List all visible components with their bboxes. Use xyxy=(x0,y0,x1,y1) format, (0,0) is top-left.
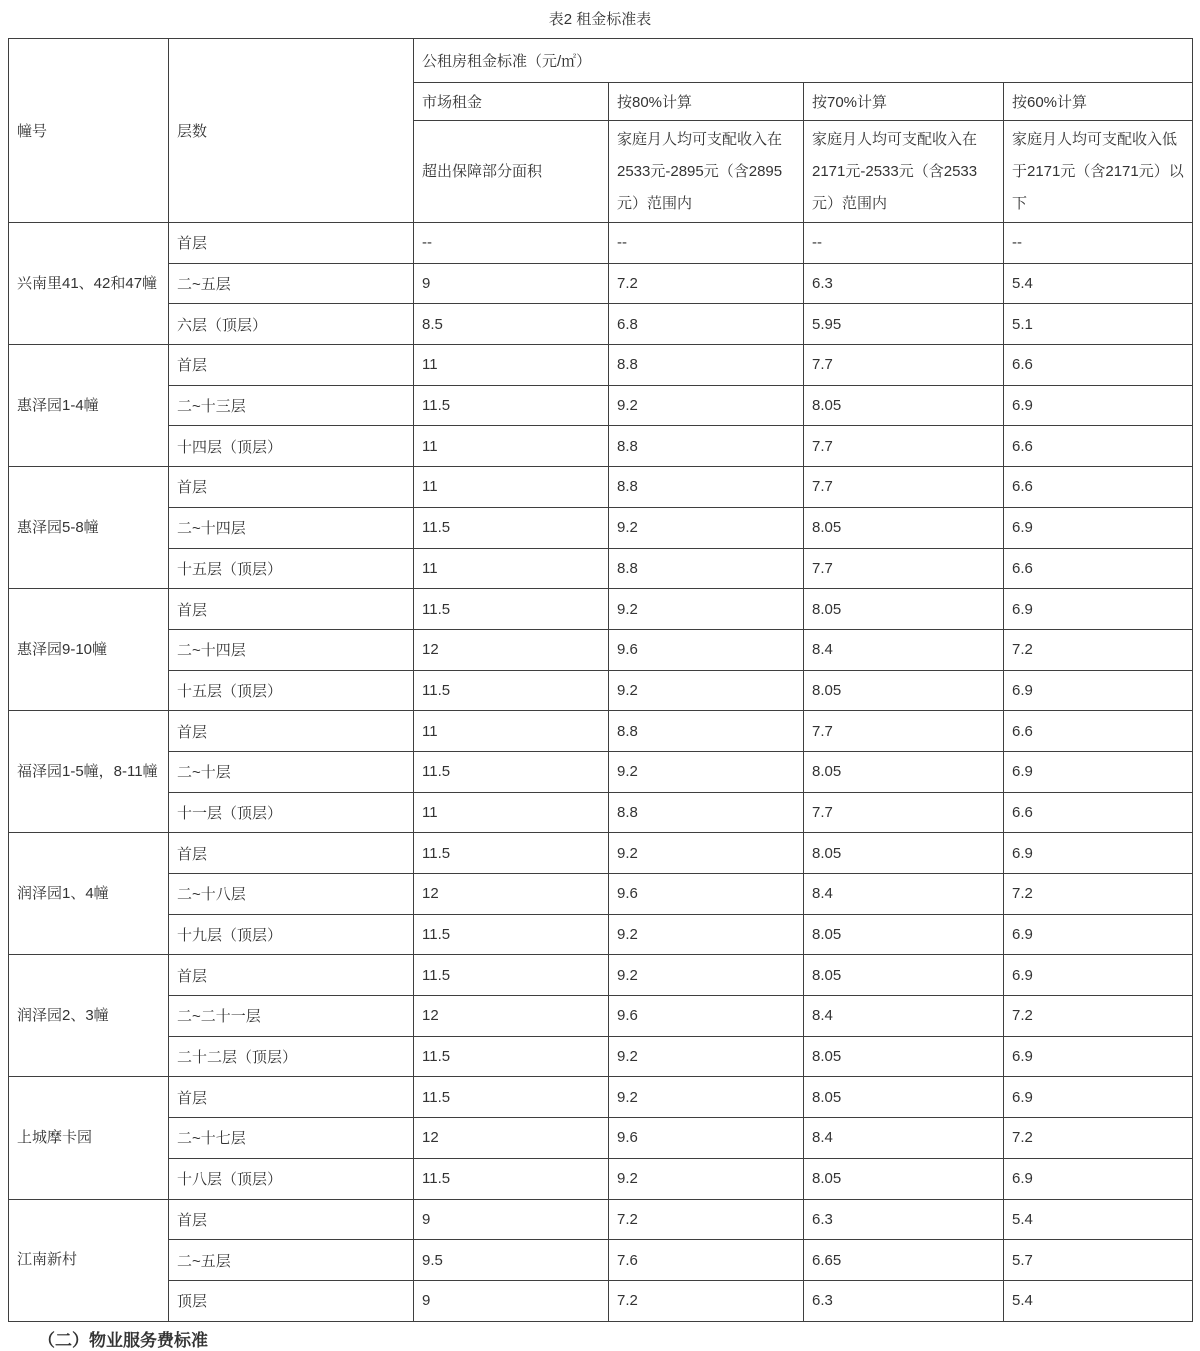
header-group-title: 公租房租金标准（元/㎡） xyxy=(414,39,1193,83)
header-row-group xyxy=(9,39,1193,83)
rent-value-cell: 7.2 xyxy=(609,1280,804,1321)
rent-value-cell: 8.8 xyxy=(609,426,804,467)
table-row xyxy=(9,711,1193,752)
rent-value-cell: 12 xyxy=(414,629,609,670)
table-row xyxy=(9,223,1193,264)
table-row xyxy=(9,874,1193,915)
rent-value-cell: 11 xyxy=(414,792,609,833)
rent-value-cell: 8.4 xyxy=(804,874,1004,915)
rent-value-cell: 11.5 xyxy=(414,955,609,996)
rent-value-cell: 8.05 xyxy=(804,955,1004,996)
rent-value-cell: 11 xyxy=(414,426,609,467)
rent-value-cell: 6.9 xyxy=(1004,833,1193,874)
rent-value-cell: 9.2 xyxy=(609,385,804,426)
rent-value-cell: 6.6 xyxy=(1004,345,1193,386)
rent-value-cell: 5.7 xyxy=(1004,1240,1193,1281)
header-market-rent: 市场租金 xyxy=(414,83,609,121)
table-row xyxy=(9,1240,1193,1281)
floor-cell: 二~十四层 xyxy=(169,507,414,548)
rent-value-cell: 8.4 xyxy=(804,996,1004,1037)
rent-value-cell: 6.3 xyxy=(804,263,1004,304)
rent-value-cell: 11.5 xyxy=(414,833,609,874)
rent-value-cell: 11 xyxy=(414,467,609,508)
table-row xyxy=(9,263,1193,304)
rent-value-cell: 6.65 xyxy=(804,1240,1004,1281)
table-row xyxy=(9,1036,1193,1077)
rent-value-cell: 5.4 xyxy=(1004,1280,1193,1321)
rent-value-cell: 8.05 xyxy=(804,833,1004,874)
floor-cell: 首层 xyxy=(169,1199,414,1240)
rent-value-cell: -- xyxy=(1004,223,1193,264)
rent-value-cell: 9.2 xyxy=(609,955,804,996)
building-cell: 惠泽园1-4幢 xyxy=(9,345,169,467)
rent-value-cell: 8.5 xyxy=(414,304,609,345)
rent-value-cell: 7.2 xyxy=(1004,874,1193,915)
table-row xyxy=(9,467,1193,508)
table-row xyxy=(9,1158,1193,1199)
rent-value-cell: 7.2 xyxy=(1004,996,1193,1037)
table-row xyxy=(9,426,1193,467)
rent-value-cell: 6.3 xyxy=(804,1280,1004,1321)
rent-value-cell: 11.5 xyxy=(414,1077,609,1118)
floor-cell: 首层 xyxy=(169,223,414,264)
floor-cell: 十五层（顶层） xyxy=(169,670,414,711)
rent-value-cell: 12 xyxy=(414,996,609,1037)
rent-value-cell: 7.2 xyxy=(609,263,804,304)
header-70pct-desc: 家庭月人均可支配收入在2171元-2533元（含2533元）范围内 xyxy=(804,121,1004,223)
rent-value-cell: 9.5 xyxy=(414,1240,609,1281)
rent-value-cell: 11.5 xyxy=(414,1158,609,1199)
rent-value-cell: 9.6 xyxy=(609,874,804,915)
floor-cell: 首层 xyxy=(169,345,414,386)
table-row xyxy=(9,629,1193,670)
header-60pct: 按60%计算 xyxy=(1004,83,1193,121)
rent-value-cell: 6.9 xyxy=(1004,385,1193,426)
header-market-rent-desc: 超出保障部分面积 xyxy=(414,121,609,223)
rent-value-cell: 8.05 xyxy=(804,670,1004,711)
rent-value-cell: 6.6 xyxy=(1004,711,1193,752)
rent-value-cell: 8.8 xyxy=(609,792,804,833)
rent-value-cell: 8.05 xyxy=(804,1077,1004,1118)
rent-value-cell: 11.5 xyxy=(414,670,609,711)
rent-value-cell: 9.6 xyxy=(609,996,804,1037)
building-cell: 惠泽园5-8幢 xyxy=(9,467,169,589)
rent-value-cell: 8.8 xyxy=(609,548,804,589)
rent-value-cell: 6.6 xyxy=(1004,467,1193,508)
rent-value-cell: 9.2 xyxy=(609,914,804,955)
rent-value-cell: 9.2 xyxy=(609,1036,804,1077)
table-row xyxy=(9,507,1193,548)
header-building: 幢号 xyxy=(9,39,169,223)
rent-value-cell: 7.7 xyxy=(804,548,1004,589)
rent-value-cell: 7.7 xyxy=(804,467,1004,508)
rent-value-cell: 9.6 xyxy=(609,1118,804,1159)
rent-value-cell: 8.05 xyxy=(804,507,1004,548)
table-row xyxy=(9,751,1193,792)
rent-value-cell: 6.9 xyxy=(1004,670,1193,711)
rent-value-cell: 8.05 xyxy=(804,1158,1004,1199)
rent-value-cell: 11.5 xyxy=(414,751,609,792)
table-row xyxy=(9,589,1193,630)
rent-table-header xyxy=(9,39,1193,223)
rent-value-cell: 7.7 xyxy=(804,345,1004,386)
floor-cell: 首层 xyxy=(169,589,414,630)
rent-value-cell: 6.6 xyxy=(1004,548,1193,589)
rent-value-cell: 6.9 xyxy=(1004,589,1193,630)
rent-value-cell: 8.8 xyxy=(609,467,804,508)
table-row xyxy=(9,1077,1193,1118)
floor-cell: 首层 xyxy=(169,467,414,508)
rent-value-cell: 9.2 xyxy=(609,751,804,792)
table-row xyxy=(9,955,1193,996)
floor-cell: 首层 xyxy=(169,1077,414,1118)
rent-value-cell: 9.2 xyxy=(609,507,804,548)
rent-value-cell: 5.1 xyxy=(1004,304,1193,345)
rent-value-cell: 11.5 xyxy=(414,1036,609,1077)
floor-cell: 二~十七层 xyxy=(169,1118,414,1159)
building-cell: 上城摩卡园 xyxy=(9,1077,169,1199)
rent-value-cell: 11.5 xyxy=(414,914,609,955)
rent-value-cell: 9.2 xyxy=(609,833,804,874)
floor-cell: 十五层（顶层） xyxy=(169,548,414,589)
rent-value-cell: 9 xyxy=(414,1199,609,1240)
building-cell: 惠泽园9-10幢 xyxy=(9,589,169,711)
rent-value-cell: 6.9 xyxy=(1004,1077,1193,1118)
rent-value-cell: 6.9 xyxy=(1004,955,1193,996)
table-row xyxy=(9,833,1193,874)
rent-value-cell: 6.3 xyxy=(804,1199,1004,1240)
building-cell: 江南新村 xyxy=(9,1199,169,1321)
rent-value-cell: 6.9 xyxy=(1004,751,1193,792)
rent-value-cell: 7.2 xyxy=(1004,629,1193,670)
building-cell: 福泽园1-5幢，8-11幢 xyxy=(9,711,169,833)
header-70pct: 按70%计算 xyxy=(804,83,1004,121)
rent-value-cell: 8.05 xyxy=(804,385,1004,426)
floor-cell: 二~十四层 xyxy=(169,629,414,670)
building-cell: 润泽园1、4幢 xyxy=(9,833,169,955)
page-title: 表2 租金标准表 xyxy=(548,11,652,28)
rent-value-cell: 11 xyxy=(414,711,609,752)
rent-value-cell: 11.5 xyxy=(414,589,609,630)
rent-value-cell: 7.2 xyxy=(1004,1118,1193,1159)
floor-cell: 顶层 xyxy=(169,1280,414,1321)
header-floors: 层数 xyxy=(169,39,414,223)
floor-cell: 十八层（顶层） xyxy=(169,1158,414,1199)
rent-value-cell: 11.5 xyxy=(414,507,609,548)
table-row xyxy=(9,304,1193,345)
rent-value-cell: 7.7 xyxy=(804,426,1004,467)
header-80pct: 按80%计算 xyxy=(609,83,804,121)
rent-value-cell: 8.05 xyxy=(804,1036,1004,1077)
rent-value-cell: 6.6 xyxy=(1004,792,1193,833)
rent-value-cell: 7.7 xyxy=(804,792,1004,833)
rent-value-cell: 9.2 xyxy=(609,1158,804,1199)
rent-value-cell: 6.6 xyxy=(1004,426,1193,467)
table-row xyxy=(9,1118,1193,1159)
table-row xyxy=(9,385,1193,426)
table-row xyxy=(9,996,1193,1037)
rent-value-cell: 9 xyxy=(414,1280,609,1321)
table-row xyxy=(9,1199,1193,1240)
table-row xyxy=(9,548,1193,589)
floor-cell: 首层 xyxy=(169,955,414,996)
rent-value-cell: 8.05 xyxy=(804,589,1004,630)
floor-cell: 二~十三层 xyxy=(169,385,414,426)
rent-value-cell: 7.7 xyxy=(804,711,1004,752)
header-80pct-desc: 家庭月人均可支配收入在2533元-2895元（含2895元）范围内 xyxy=(609,121,804,223)
rent-value-cell: 8.05 xyxy=(804,914,1004,955)
rent-value-cell: 6.8 xyxy=(609,304,804,345)
floor-cell: 十九层（顶层） xyxy=(169,914,414,955)
floor-cell: 首层 xyxy=(169,711,414,752)
table-row xyxy=(9,914,1193,955)
floor-cell: 二~五层 xyxy=(169,1240,414,1281)
floor-cell: 首层 xyxy=(169,833,414,874)
rent-value-cell: 6.9 xyxy=(1004,507,1193,548)
building-cell: 兴南里41、42和47幢 xyxy=(9,223,169,345)
floor-cell: 十一层（顶层） xyxy=(169,792,414,833)
floor-cell: 二~二十一层 xyxy=(169,996,414,1037)
rent-value-cell: 9.2 xyxy=(609,1077,804,1118)
table-row xyxy=(9,345,1193,386)
building-cell: 润泽园2、3幢 xyxy=(9,955,169,1077)
rent-value-cell: 12 xyxy=(414,1118,609,1159)
rent-value-cell: 6.9 xyxy=(1004,914,1193,955)
floor-cell: 十四层（顶层） xyxy=(169,426,414,467)
rent-value-cell: 8.4 xyxy=(804,1118,1004,1159)
rent-value-cell: 9.6 xyxy=(609,629,804,670)
rent-table-body xyxy=(9,223,1193,1322)
rent-value-cell: 11.5 xyxy=(414,385,609,426)
rent-value-cell: 5.4 xyxy=(1004,263,1193,304)
rent-value-cell: 12 xyxy=(414,874,609,915)
rent-value-cell: 11 xyxy=(414,548,609,589)
rent-value-cell: 8.8 xyxy=(609,345,804,386)
rent-value-cell: 9 xyxy=(414,263,609,304)
rent-value-cell: 9.2 xyxy=(609,670,804,711)
rent-value-cell: -- xyxy=(414,223,609,264)
rent-value-cell: 11 xyxy=(414,345,609,386)
floor-cell: 六层（顶层） xyxy=(169,304,414,345)
table-row xyxy=(9,670,1193,711)
rent-value-cell: -- xyxy=(609,223,804,264)
floor-cell: 二~五层 xyxy=(169,263,414,304)
floor-cell: 二~十八层 xyxy=(169,874,414,915)
section-heading-property-fee: （二）物业服务费标准 xyxy=(38,1331,208,1350)
rent-value-cell: 6.9 xyxy=(1004,1036,1193,1077)
rent-value-cell: 7.2 xyxy=(609,1199,804,1240)
rent-standard-table xyxy=(8,38,1193,1322)
rent-value-cell: 8.05 xyxy=(804,751,1004,792)
table-row xyxy=(9,1280,1193,1321)
table-row xyxy=(9,792,1193,833)
header-60pct-desc: 家庭月人均可支配收入低于2171元（含2171元）以下 xyxy=(1004,121,1193,223)
rent-value-cell: 7.6 xyxy=(609,1240,804,1281)
rent-value-cell: -- xyxy=(804,223,1004,264)
rent-value-cell: 6.9 xyxy=(1004,1158,1193,1199)
rent-value-cell: 8.8 xyxy=(609,711,804,752)
floor-cell: 二十二层（顶层） xyxy=(169,1036,414,1077)
rent-value-cell: 5.95 xyxy=(804,304,1004,345)
rent-value-cell: 5.4 xyxy=(1004,1199,1193,1240)
rent-value-cell: 9.2 xyxy=(609,589,804,630)
floor-cell: 二~十层 xyxy=(169,751,414,792)
rent-value-cell: 8.4 xyxy=(804,629,1004,670)
